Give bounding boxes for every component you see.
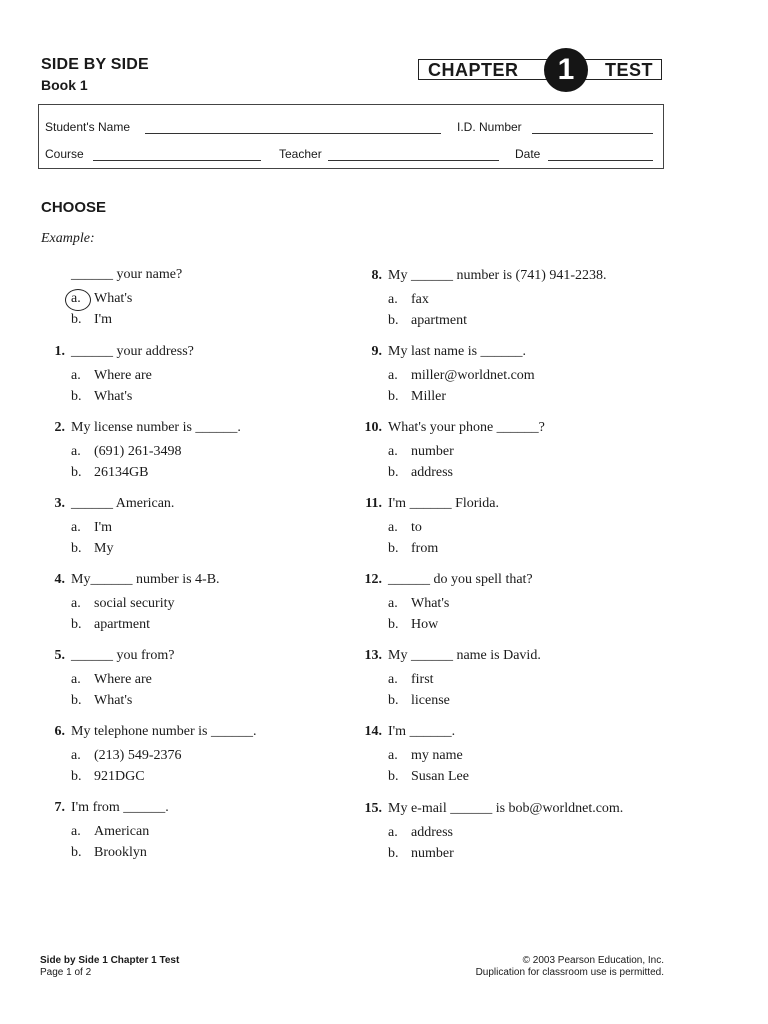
option-b[interactable]: b. My [71, 540, 114, 556]
option-a[interactable]: a. Where are [71, 672, 152, 687]
question-7 [41, 798, 341, 863]
option-b[interactable]: b. 921DGC [71, 768, 145, 784]
question-5 [41, 646, 341, 711]
question-stem: ______ your address? [71, 344, 194, 359]
question-13 [358, 646, 658, 711]
option-b[interactable]: b. apartment [71, 616, 150, 632]
question-number: 7. [54, 800, 65, 815]
chapter-number-badge: 1 [544, 48, 588, 92]
chapter-word: CHAPTER [428, 60, 519, 80]
question-10 [358, 418, 658, 483]
question-2 [41, 418, 341, 483]
teacher-label: Teacher [279, 147, 322, 161]
question-6 [41, 722, 341, 787]
option-text: I'm [94, 311, 113, 327]
option-text: What's [94, 291, 133, 306]
footer-left [40, 955, 179, 979]
question-stem: ______ your name? [71, 267, 183, 282]
option-b[interactable]: b. from [388, 540, 439, 556]
question-number: 1. [54, 344, 65, 359]
question-3 [41, 494, 341, 559]
question-stem: What's your phone ______? [388, 420, 545, 435]
copyright: © 2003 Pearson Education, Inc. [522, 955, 664, 966]
option-b[interactable]: b. Miller [388, 388, 446, 404]
option-b[interactable]: b. How [388, 616, 439, 632]
question-stem: ______ you from? [71, 648, 175, 663]
duplication-note: Duplication for classroom use is permitted. [475, 967, 664, 978]
question-12 [358, 570, 658, 635]
date-field[interactable] [548, 160, 653, 161]
option-a[interactable]: a. social security [71, 596, 175, 611]
question-number: 5. [54, 648, 65, 663]
option-b[interactable]: b. number [388, 845, 454, 861]
question-stem: ______ do you spell that? [388, 572, 533, 587]
option-b[interactable]: b. What's [71, 388, 133, 404]
footer-title: Side by Side 1 Chapter 1 Test [40, 955, 180, 966]
question-number: 10. [364, 420, 382, 435]
option-a[interactable]: a. to [388, 520, 422, 535]
option-b[interactable]: b. Susan Lee [388, 768, 469, 784]
option-a[interactable]: a. first [388, 672, 434, 687]
option-b[interactable]: b. What's [71, 692, 133, 708]
student-name-field[interactable] [145, 133, 441, 134]
question-1 [41, 342, 341, 407]
question-11 [358, 494, 658, 559]
question-stem: I'm from ______. [71, 800, 169, 815]
question-9 [358, 342, 658, 407]
footer-right [476, 955, 664, 979]
teacher-field[interactable] [328, 160, 499, 161]
question-stem: I'm ______ Florida. [388, 496, 500, 511]
option-a[interactable]: a. Where are [71, 368, 152, 383]
option-a[interactable]: a. number [388, 444, 454, 459]
course-label: Course [45, 147, 84, 161]
option-b[interactable]: b. license [388, 692, 450, 708]
question-14 [358, 722, 658, 787]
example-question: ______ your name? a. What's b. I'm [41, 265, 341, 330]
question-4 [41, 570, 341, 635]
question-stem: I'm ______. [388, 724, 456, 739]
book-subtitle: Book 1 [41, 77, 88, 93]
question-number: 12. [364, 572, 382, 587]
option-a[interactable]: a. (213) 549-2376 [71, 748, 182, 763]
option-b[interactable]: b. apartment [388, 312, 467, 328]
question-number: 13. [364, 648, 382, 663]
question-number: 3. [54, 496, 65, 511]
test-word: TEST [604, 60, 653, 80]
example-label: Example: [41, 231, 95, 246]
question-number: 6. [54, 724, 65, 739]
book-title: SIDE BY SIDE [41, 56, 149, 73]
option-a[interactable]: a. address [388, 825, 453, 840]
question-number: 4. [54, 572, 65, 587]
question-stem: My telephone number is ______. [71, 724, 257, 739]
section-title: CHOOSE [41, 199, 107, 216]
question-stem: My______ number is 4-B. [71, 572, 220, 587]
option-a[interactable]: a. What's [388, 596, 450, 611]
id-number-label: I.D. Number [457, 120, 522, 134]
question-number: 2. [54, 420, 65, 435]
option-a[interactable]: a. I'm [71, 520, 113, 535]
option-a[interactable]: a. American [71, 824, 150, 839]
answer-circle [65, 289, 91, 311]
page-number: Page 1 of 2 [40, 967, 92, 978]
option-b[interactable]: b. address [388, 464, 453, 480]
student-name-label: Student's Name [45, 120, 131, 134]
question-stem: ______ American. [71, 496, 175, 511]
option-b[interactable]: b. 26134GB [71, 464, 149, 480]
id-number-field[interactable] [532, 133, 653, 134]
question-number: 14. [364, 724, 382, 739]
chapter-test-banner [418, 53, 662, 86]
question-stem: My ______ name is David. [388, 648, 541, 663]
course-field[interactable] [93, 160, 261, 161]
option-a[interactable]: a. miller@worldnet.com [388, 368, 535, 383]
question-stem: My license number is ______. [71, 420, 241, 435]
option-a[interactable]: a. fax [388, 292, 429, 307]
date-label: Date [515, 147, 541, 161]
question-stem: My ______ number is (741) 941-2238. [388, 268, 607, 283]
option-a[interactable]: a. (691) 261-3498 [71, 444, 182, 459]
question-stem: My e-mail ______ is bob@worldnet.com. [388, 801, 624, 816]
question-number: 9. [371, 344, 382, 359]
question-8 [358, 266, 658, 331]
question-number: 15. [364, 801, 382, 816]
question-stem: My last name is ______. [388, 344, 527, 359]
student-info-box [38, 104, 664, 169]
question-number: 8. [371, 268, 382, 283]
option-a[interactable]: a. my name [388, 748, 463, 763]
option-b[interactable]: b. Brooklyn [71, 844, 147, 860]
question-15 [358, 799, 658, 864]
question-number: 11. [365, 496, 382, 511]
